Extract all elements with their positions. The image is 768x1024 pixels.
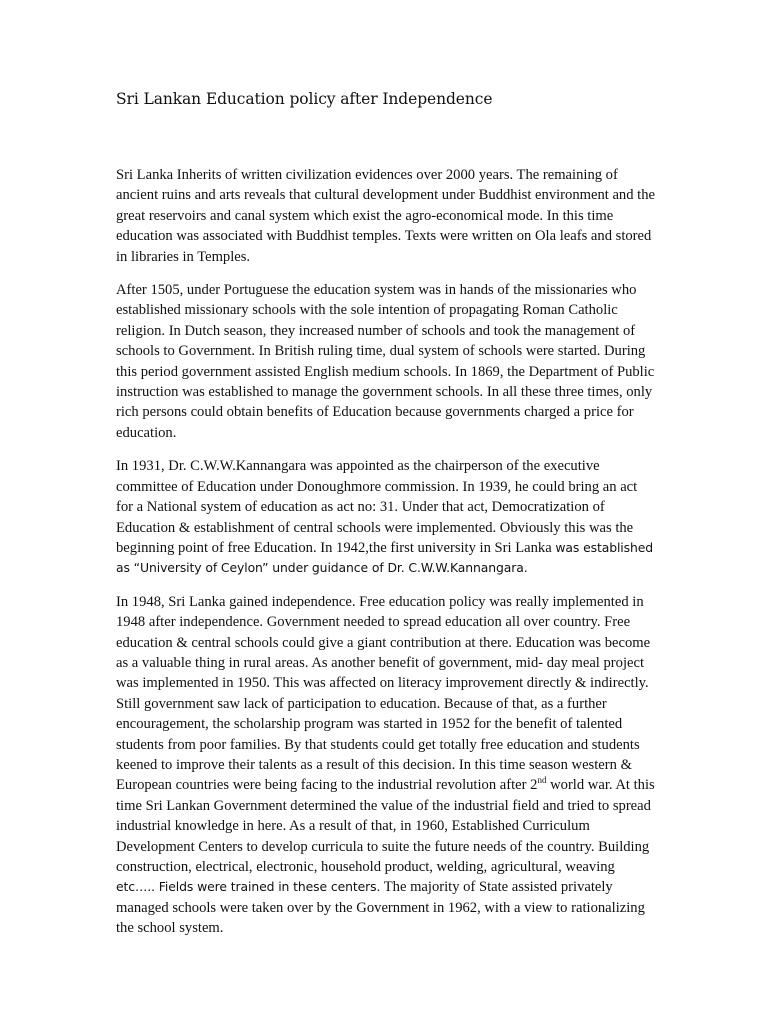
paragraph-ancient-education: Sri Lanka Inherits of written civilization evidences over 2000 years. The remaining of ancient ruins and arts reveals that cultural development under Buddhist environment and the great reservoirs and canal system which exist the agro-economical mode. In this time education was associated with Buddhist temples. Texts were written on Ola leafs and stored in libraries in Temples. [116,167,655,265]
university-of-ceylon-sentence: was established as “University of Ceylon” under guidance of Dr. C.W.W.Kannangara. [116,539,654,576]
document-body [116,165,656,952]
fields-trained-sentence: etc….. Fields were trained in these centers. [116,879,381,895]
paragraph-colonial-education: After 1505, under Portuguese the education system was in hands of the missionaries who established missionary schools with the sole intention of propagating Roman Catholic religion. In Dutch season, they increased number of schools and took the management of schools to Government. In British ruling time, dual system of schools were started. During this period government assisted English medium schools. In 1869, the Department of Public instruction was established to manage the government schools. In all these three times, only rich persons could obtain benefits of Education because governments charged a price for education. [116,282,655,441]
document-title: Sri Lankan Education policy after Independence [116,90,493,108]
paragraph-post-independence-text: In 1948, Sri Lanka gained independence. Free education policy was really implemented in 1948 after independence. Government needed to spread education all over country. Free education & central schools could give a giant contribution at there. Education was become as a valuable thing in rural areas. As another benefit of government, mid- day meal project was implemented in 1950. This was affected on literacy improvement directly & indirectly. Still government saw lack of participation to education. Because of that, as a further encouragement, the scholarship program was started in 1952 for the benefit of talented students from poor families. By that students could get totally free education and students keened to improve their talents as a result of this decision. In this time season western & European countries were being facing to the industrial revolution after 2 [116,593,651,794]
paragraph-kannangara-reforms [116,456,656,578]
paragraph-post-independence [116,592,656,939]
paragraph-post-independence-end: The majority of State assisted privately managed schools were taken over by the Government in 1962, with a view to rationalizing the school system. [116,879,645,937]
ordinal-superscript: nd [537,775,547,786]
paragraph-kannangara-text: In 1931, Dr. C.W.W.Kannangara was appointed as the chairperson of the executive committee of Education under Donoughmore commission. In 1939, he could bring an act for a National system of education as act no: 31. Under that act, Democratization of Education & establishment of central schools were implemented. Obviously this was the beginning point of free Education. In 1942,the first university in Sri Lanka [116,458,638,556]
paragraph-post-independence-continued: world war. At this time Sri Lankan Government determined the value of the industrial field and tried to spread industrial knowledge in here. As a result of that, in 1960, Established Curriculum Development Centers to develop curricula to suite the future needs of the country. Building construction, electrical, electronic, household product, welding, agricultural, weaving [116,777,655,875]
